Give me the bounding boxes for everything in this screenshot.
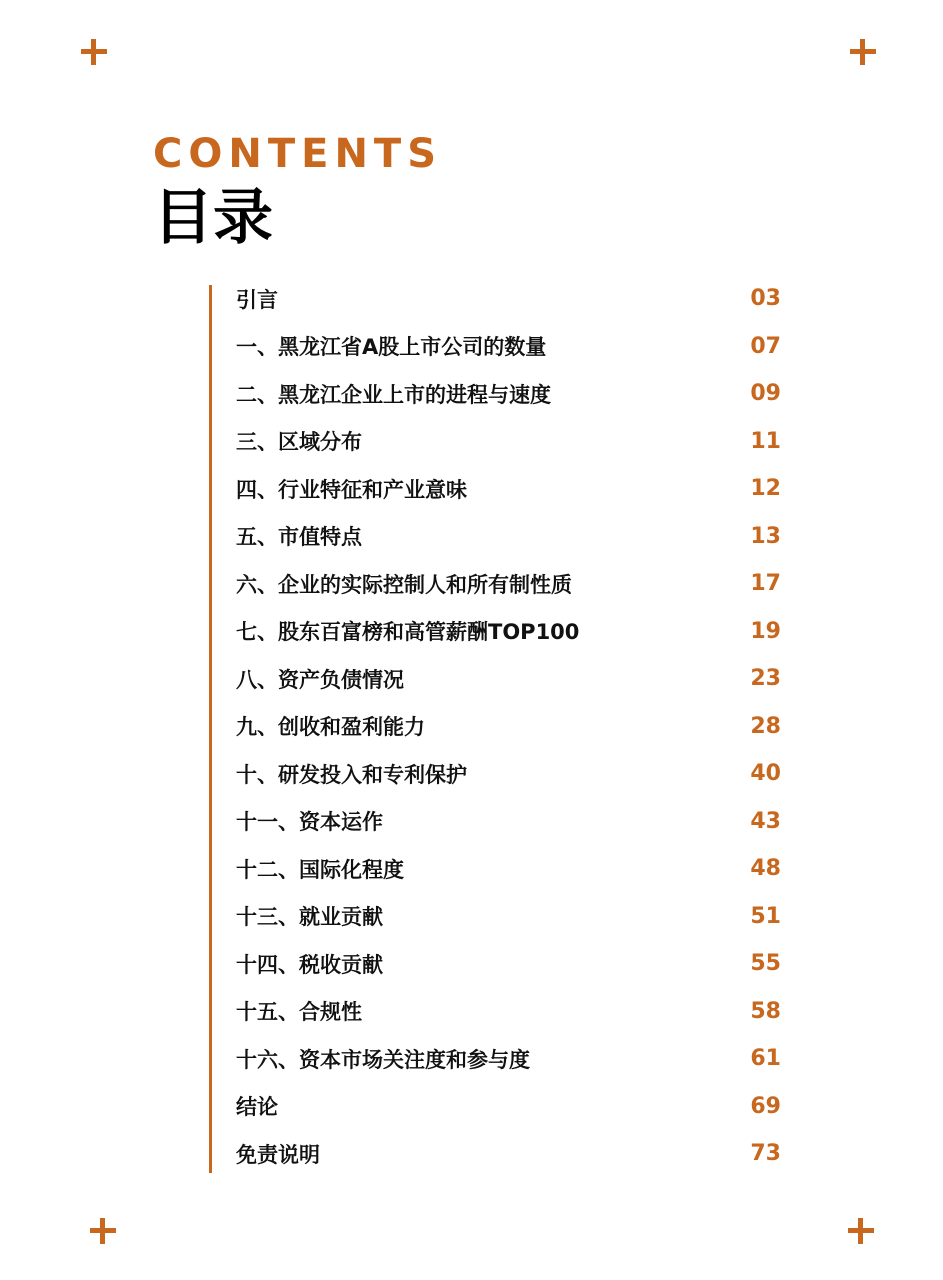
toc-item[interactable] (236, 940, 781, 988)
toc-item[interactable] (236, 1130, 781, 1178)
toc-item-page-number: 58 (750, 998, 781, 1024)
toc-item-title: 免责说明 (236, 1142, 320, 1167)
toc-item-page-number: 55 (750, 951, 781, 977)
toc-item-title: 五、市值特点 (236, 525, 362, 550)
toc-item-page-number: 73 (750, 1141, 781, 1167)
toc-list (236, 275, 781, 1178)
toc-item[interactable] (236, 798, 781, 846)
toc-item-title: 十五、合规性 (236, 1000, 362, 1025)
toc-item-title: 四、行业特征和产业意味 (236, 477, 467, 502)
toc-item-title: 十四、税收贡献 (236, 952, 383, 977)
toc-item-page-number: 12 (750, 476, 781, 502)
toc-item-page-number: 28 (750, 713, 781, 739)
toc-item[interactable] (236, 988, 781, 1036)
toc-item-page-number: 51 (750, 903, 781, 929)
toc-item-page-number: 61 (750, 1046, 781, 1072)
toc-item-page-number: 17 (750, 571, 781, 597)
toc-item-title: 六、企业的实际控制人和所有制性质 (236, 572, 572, 597)
toc-item-page-number: 09 (750, 381, 781, 407)
toc-item-title: 十二、国际化程度 (236, 857, 404, 882)
toc-item-title: 七、股东百富榜和高管薪酬TOP100 (236, 620, 580, 645)
toc-item-page-number: 23 (750, 666, 781, 692)
toc-item[interactable] (236, 370, 781, 418)
toc-item-title: 引言 (236, 287, 278, 312)
toc-item[interactable] (236, 465, 781, 513)
toc-item[interactable] (236, 418, 781, 466)
toc-item-title: 十三、就业贡献 (236, 905, 383, 930)
toc-item-title: 十、研发投入和专利保护 (236, 762, 467, 787)
toc-item[interactable] (236, 560, 781, 608)
plus-icon (90, 1218, 116, 1244)
plus-icon (850, 39, 876, 65)
toc-item-title: 二、黑龙江企业上市的进程与速度 (236, 382, 551, 407)
toc-item-title: 十六、资本市场关注度和参与度 (236, 1047, 530, 1072)
plus-icon (81, 39, 107, 65)
toc-item-page-number: 11 (750, 428, 781, 454)
toc-item-title: 十一、资本运作 (236, 810, 383, 835)
plus-icon (848, 1218, 874, 1244)
toc-item[interactable] (236, 1083, 781, 1131)
toc-item[interactable] (236, 845, 781, 893)
toc-item[interactable] (236, 1035, 781, 1083)
toc-item-title: 一、黑龙江省A股上市公司的数量 (236, 335, 547, 360)
toc-item[interactable] (236, 513, 781, 561)
toc-item-page-number: 03 (750, 286, 781, 312)
toc-item[interactable] (236, 275, 781, 323)
contents-heading-chinese: 目录 (153, 183, 273, 253)
toc-divider-line (209, 285, 212, 1173)
toc-item-page-number: 43 (750, 808, 781, 834)
toc-item-page-number: 40 (750, 761, 781, 787)
toc-item-title: 结论 (236, 1095, 278, 1120)
toc-item[interactable] (236, 893, 781, 941)
toc-item-title: 九、创收和盈利能力 (236, 715, 425, 740)
contents-heading-english: CONTENTS (153, 131, 443, 177)
toc-item-page-number: 48 (750, 856, 781, 882)
toc-item-page-number: 19 (750, 618, 781, 644)
toc-item[interactable] (236, 750, 781, 798)
toc-item-page-number: 69 (750, 1093, 781, 1119)
toc-item[interactable] (236, 655, 781, 703)
toc-item-page-number: 13 (750, 523, 781, 549)
toc-item-page-number: 07 (750, 333, 781, 359)
toc-item[interactable] (236, 608, 781, 656)
toc-item-title: 八、资产负债情况 (236, 667, 404, 692)
toc-item[interactable] (236, 703, 781, 751)
toc-item[interactable] (236, 323, 781, 371)
toc-item-title: 三、区域分布 (236, 430, 362, 455)
